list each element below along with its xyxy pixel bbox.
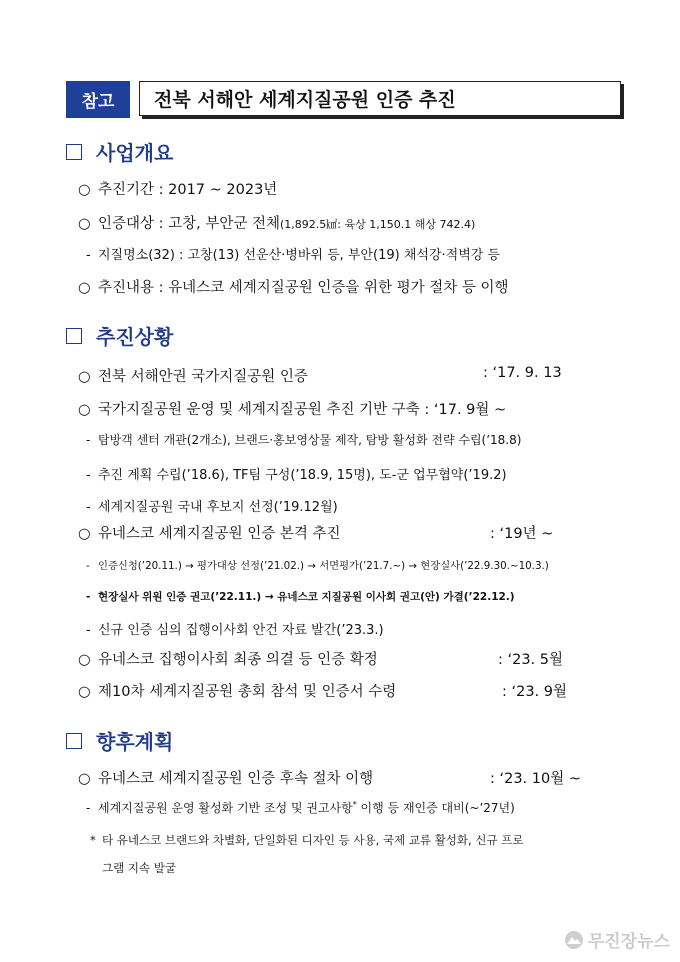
overview-target-detail: (1,892.5㎢: 육상 1,150.1 해상 742.4) bbox=[280, 218, 476, 231]
section-title: 사업개요 bbox=[96, 141, 174, 165]
watermark bbox=[564, 927, 670, 952]
section-overview-heading bbox=[66, 137, 173, 166]
circle-bullet: ○ bbox=[78, 369, 91, 385]
plan-item-date: : ‘23. 10월 ~ bbox=[490, 771, 581, 787]
status-item-date: : ‘23. 9월 bbox=[502, 684, 568, 700]
status-item-text: 전북 서해안권 국가지질공원 인증 bbox=[98, 369, 308, 385]
plan-note bbox=[90, 832, 523, 848]
section-status-heading bbox=[66, 321, 173, 350]
status-item bbox=[86, 589, 515, 604]
overview-sites bbox=[86, 244, 500, 263]
asterisk-bullet: * bbox=[90, 833, 96, 847]
reference-tag: 참고 bbox=[66, 81, 130, 118]
status-item-text: 제10차 세계지질공원 총회 참석 및 인증서 수령 bbox=[98, 684, 397, 700]
overview-target-text: 인증대상 : 고창, 부안군 전체 bbox=[98, 216, 281, 232]
status-item-date: : ‘17. 9. 13 bbox=[483, 365, 562, 381]
overview-content bbox=[78, 276, 509, 297]
plan-item-text-continued: 이행 등 재인증 대비(~’27년) bbox=[356, 801, 515, 815]
status-item bbox=[78, 522, 618, 543]
dash-bullet: - bbox=[86, 801, 91, 815]
status-item bbox=[86, 431, 521, 448]
square-bullet-icon bbox=[66, 144, 82, 160]
square-bullet-icon bbox=[66, 328, 82, 344]
status-item-text: 국가지질공원 운영 및 세계지질공원 추진 기반 구축 : ‘17. 9월 ~ bbox=[98, 402, 507, 418]
circle-bullet: ○ bbox=[78, 402, 91, 418]
overview-target bbox=[78, 212, 475, 233]
status-item-text: 유네스코 세계지질공원 인증 본격 추진 bbox=[98, 526, 341, 542]
plan-note-line1: 타 유네스코 브랜드와 차별화, 단일화된 디자인 등 사용, 국제 교류 활성화, 신규 프로 bbox=[102, 833, 524, 847]
status-item-date: : ‘23. 5월 bbox=[498, 652, 564, 668]
overview-content-text: 추진내용 : 유네스코 세계지질공원 인증을 위한 평가 절차 등 이행 bbox=[98, 280, 509, 296]
square-bullet-icon bbox=[66, 733, 82, 749]
plan-note-line2: 그램 지속 발굴 bbox=[102, 861, 176, 875]
dash-bullet: - bbox=[86, 500, 91, 515]
status-item-text: 신규 인증 심의 집행이사회 안건 자료 발간(’23.3.) bbox=[98, 623, 384, 638]
status-item bbox=[78, 365, 618, 386]
status-item bbox=[86, 557, 549, 572]
circle-bullet: ○ bbox=[78, 684, 91, 700]
status-item-text: 추진 계획 수립(’18.6), TF팀 구성(’18.9, 15명), 도-군 업무협약(’19.2) bbox=[98, 468, 507, 483]
circle-bullet: ○ bbox=[78, 652, 91, 668]
dash-bullet: - bbox=[86, 433, 91, 447]
plan-item bbox=[78, 767, 618, 788]
status-item bbox=[78, 648, 618, 669]
status-item-text: 유네스코 집행이사회 최종 의결 등 인증 확정 bbox=[98, 652, 378, 668]
mountain-logo-icon bbox=[564, 930, 584, 950]
circle-bullet: ○ bbox=[78, 526, 91, 542]
status-item-text: 현장실사 위원 인증 권고(’22.11.) → 유네스코 지질공원 이사회 권고(안) 가결(’22.12.) bbox=[98, 591, 515, 603]
plan-note-continued bbox=[102, 860, 176, 876]
section-plan-heading bbox=[66, 726, 173, 755]
footnote-marker: * bbox=[352, 800, 357, 809]
status-item bbox=[86, 496, 338, 515]
circle-bullet: ○ bbox=[78, 280, 91, 296]
dash-bullet: - bbox=[86, 591, 91, 603]
section-title: 향후계획 bbox=[96, 730, 174, 754]
dash-bullet: - bbox=[86, 468, 91, 483]
status-item-text: 인증신청(’20.11.) → 평가대상 선정(’21.02.) → 서면평가(’21.7.~) → 현장실사(’22.9.30.~10.3.) bbox=[98, 560, 549, 572]
dash-bullet: - bbox=[86, 248, 91, 263]
plan-item-text: 세계지질공원 운영 활성화 기반 조성 및 권고사항 bbox=[98, 801, 353, 815]
circle-bullet: ○ bbox=[78, 771, 91, 787]
dash-bullet: - bbox=[86, 560, 90, 572]
document-header bbox=[66, 81, 612, 118]
circle-bullet: ○ bbox=[78, 216, 91, 232]
overview-sites-text: 지질명소(32) : 고창(13) 선운산·병바위 등, 부안(19) 채석강·적벽강 등 bbox=[98, 248, 501, 263]
document-title: 전북 서해안 세계지질공원 인증 추진 bbox=[139, 81, 621, 116]
status-item bbox=[86, 464, 507, 483]
status-item-date: : ‘19년 ~ bbox=[490, 526, 554, 542]
status-item bbox=[78, 398, 506, 419]
section-title: 추진상황 bbox=[96, 325, 174, 349]
plan-item-text: 유네스코 세계지질공원 인증 후속 절차 이행 bbox=[98, 771, 374, 787]
watermark-text: 무진장뉴스 bbox=[587, 932, 670, 952]
plan-item bbox=[86, 799, 515, 816]
overview-period-text: 추진기간 : 2017 ~ 2023년 bbox=[98, 182, 278, 198]
status-item-text: 탐방객 센터 개관(2개소), 브랜드·홍보영상물 제작, 탐방 활성화 전략 수립(’18.8) bbox=[98, 433, 522, 447]
circle-bullet: ○ bbox=[78, 182, 91, 198]
status-item-text: 세계지질공원 국내 후보지 선정(’19.12월) bbox=[98, 500, 338, 515]
overview-period bbox=[78, 178, 277, 199]
status-item bbox=[86, 619, 384, 638]
status-item bbox=[78, 680, 618, 701]
dash-bullet: - bbox=[86, 623, 91, 638]
